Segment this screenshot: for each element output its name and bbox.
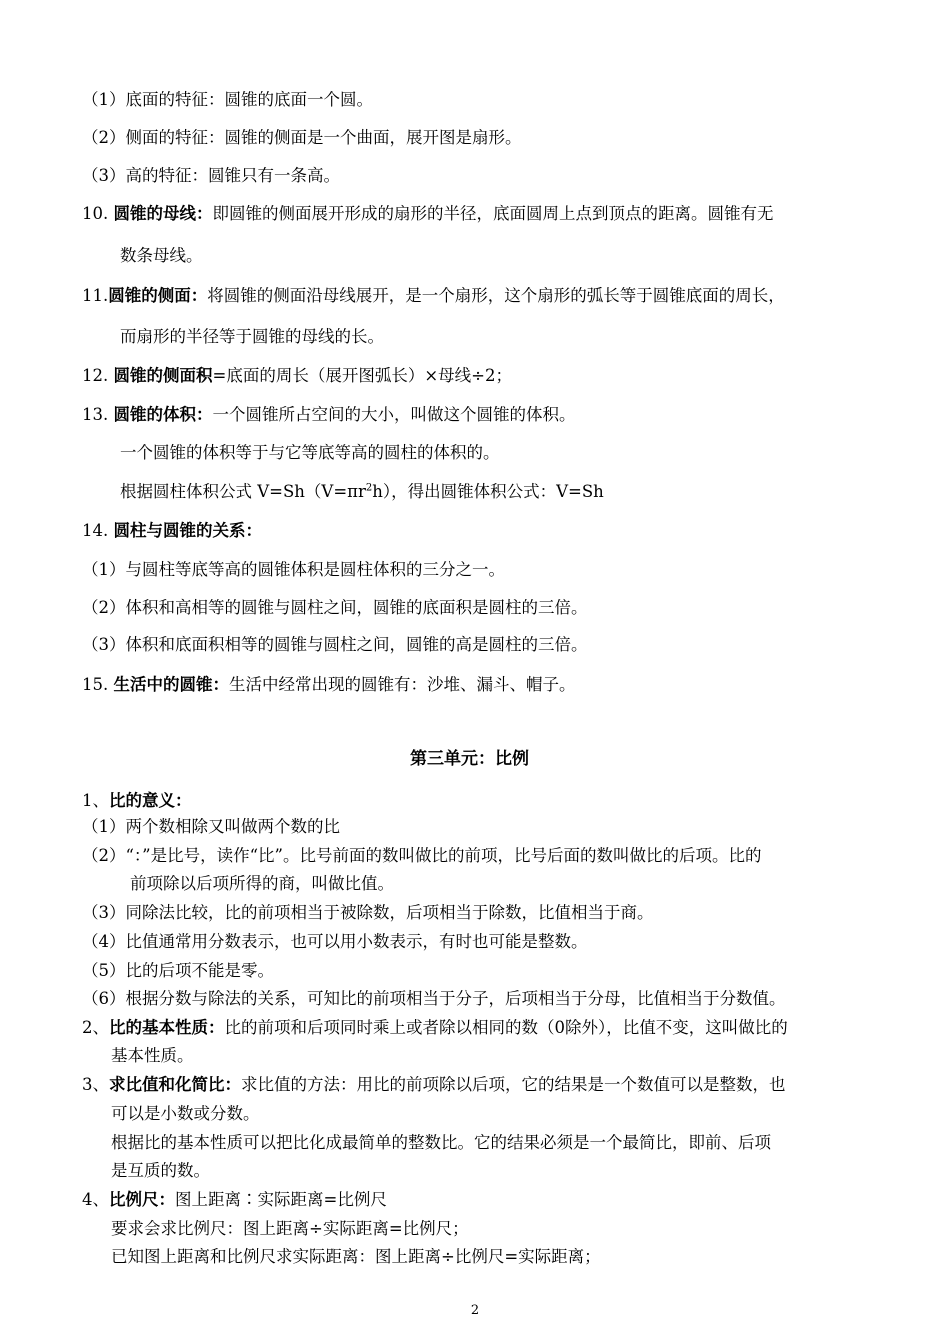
formula-text: h），得出圆锥体积公式：V=Sh [372, 482, 604, 501]
ratio-point-2: （2）“：”是比号，读作“比”。比号前面的数叫做比的前项，比号后面的数叫做比的后项。比的 [82, 846, 762, 865]
ratio-section-4 [82, 1189, 387, 1211]
ratio-point-3: （3）同除法比较，比的前项相当于被除数，后项相当于除数，比值相当于商。 [82, 903, 654, 922]
relation-3: （3）体积和底面积相等的圆锥与圆柱之间，圆锥的高是圆柱的三倍。 [82, 635, 588, 654]
item-10 [82, 203, 774, 225]
item-term: 求比值和化简比： [109, 1075, 241, 1094]
item-text: 一个圆锥所占空间的大小，叫做这个圆锥的体积。 [212, 405, 576, 424]
ratio-section-2-continuation: 基本性质。 [111, 1046, 194, 1065]
ratio-section-4-continuation: 要求会求比例尺：图上距离÷实际距离=比例尺； [111, 1219, 469, 1238]
item-number: 14. [82, 521, 109, 540]
item-term: 圆锥的体积： [113, 405, 213, 424]
item-text: 将圆锥的侧面沿母线展开，是一个扇形，这个扇形的弧长等于圆锥底面的周长， [207, 286, 785, 305]
item-term: 圆柱与圆锥的关系： [113, 521, 262, 540]
relation-1: （1）与圆柱等底等高的圆锥体积是圆柱体积的三分之一。 [82, 560, 505, 579]
feature-side: （2）侧面的特征：圆锥的侧面是一个曲面，展开图是扇形。 [82, 128, 522, 147]
ratio-section-3 [82, 1074, 786, 1096]
ratio-point-6: （6）根据分数与除法的关系，可知比的前项相当于分子，后项相当于分母，比值相当于分数值。 [82, 989, 786, 1008]
item-number: 11. [82, 286, 109, 305]
ratio-point-2-continuation: 前项除以后项所得的商，叫做比值。 [130, 874, 394, 893]
item-12 [82, 365, 512, 387]
item-number: 10. [82, 204, 109, 223]
cone-volume-formula [120, 481, 604, 503]
item-10-continuation: 数条母线。 [120, 246, 203, 265]
ratio-section-4-continuation: 已知图上距离和比例尺求实际距离：图上距离÷比例尺=实际距离； [111, 1247, 601, 1266]
ratio-point-1: （1）两个数相除又叫做两个数的比 [82, 817, 340, 836]
ratio-point-5: （5）比的后项不能是零。 [82, 961, 274, 980]
item-number: 2、 [82, 1018, 109, 1037]
item-term: 圆锥的侧面积 [113, 366, 213, 385]
item-term: 圆锥的母线： [113, 204, 213, 223]
item-number: 3、 [82, 1075, 109, 1094]
formula-text: 根据圆柱体积公式 V=Sh（V=πr [120, 482, 366, 501]
section-title: 第三单元：比例 [410, 749, 529, 769]
item-11 [82, 285, 785, 307]
feature-base: （1）底面的特征：圆锥的底面一个圆。 [82, 90, 373, 109]
item-15 [82, 674, 576, 696]
item-number: 13. [82, 405, 109, 424]
page-number: 2 [470, 1303, 480, 1318]
item-term: 圆锥的侧面： [108, 286, 208, 305]
item-13 [82, 404, 576, 426]
item-text: 图上距离∶实际距离=比例尺 [175, 1190, 387, 1209]
ratio-section-1 [82, 790, 192, 812]
item-number: 1、 [82, 791, 109, 810]
item-text: 即圆锥的侧面展开形成的扇形的半径，底面圆周上点到顶点的距离。圆锥有无 [212, 204, 774, 223]
item-text: 求比值的方法：用比的前项除以后项，它的结果是一个数值可以是整数，也 [241, 1075, 786, 1094]
relation-2: （2）体积和高相等的圆锥与圆柱之间，圆锥的底面积是圆柱的三倍。 [82, 598, 588, 617]
ratio-point-4: （4）比值通常用分数表示，也可以用小数表示，有时也可能是整数。 [82, 932, 588, 951]
item-term: 比例尺： [109, 1190, 175, 1209]
ratio-section-3-continuation: 是互质的数。 [111, 1161, 210, 1180]
item-13-continuation: 一个圆锥的体积等于与它等底等高的圆柱的体积的。 [120, 443, 500, 462]
item-number: 12. [82, 366, 109, 385]
item-number: 15. [82, 675, 109, 694]
item-text: =底面的周长（展开图弧长）×母线÷2； [212, 366, 512, 385]
item-term: 比的基本性质： [109, 1018, 225, 1037]
item-term: 比的意义： [109, 791, 192, 810]
ratio-section-3-continuation: 可以是小数或分数。 [111, 1104, 260, 1123]
item-term: 生活中的圆锥： [113, 675, 229, 694]
item-14 [82, 520, 262, 542]
item-text: 生活中经常出现的圆锥有：沙堆、漏斗、帽子。 [229, 675, 576, 694]
ratio-section-2 [82, 1017, 788, 1039]
item-number: 4、 [82, 1190, 109, 1209]
formula-exponent: 2 [365, 482, 373, 494]
item-11-continuation: 而扇形的半径等于圆锥的母线的长。 [120, 327, 384, 346]
item-text: 比的前项和后项同时乘上或者除以相同的数（0除外），比值不变，这叫做比的 [224, 1018, 788, 1037]
ratio-section-3-continuation: 根据比的基本性质可以把比化成最简单的整数比。它的结果必须是一个最简比，即前、后项 [111, 1133, 771, 1152]
feature-height: （3）高的特征：圆锥只有一条高。 [82, 166, 340, 185]
